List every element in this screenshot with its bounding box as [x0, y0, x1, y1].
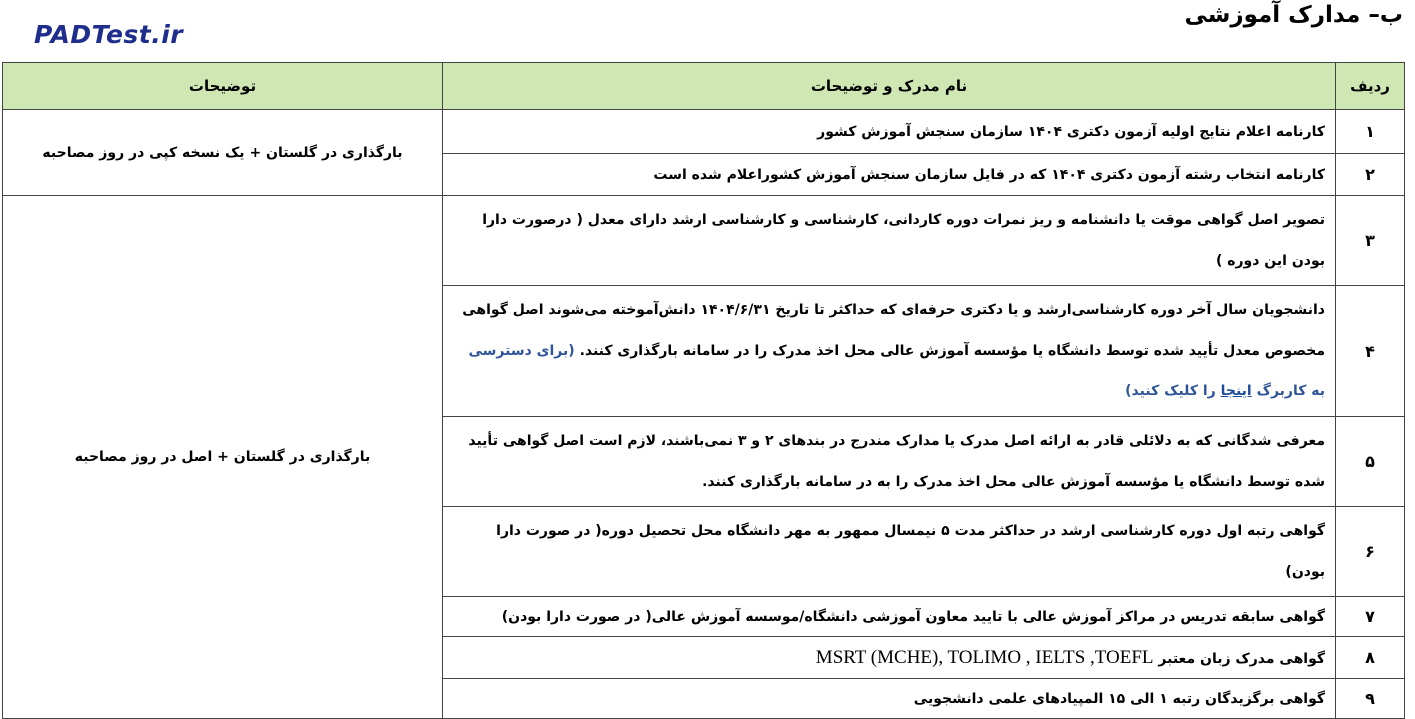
row-number: ۱ [1336, 110, 1405, 154]
document-name: معرفی شدگانی که به دلائلی قادر به ارائه اصل مدرک یا مدارک مندرج در بندهای ۲ و ۳ نمی‌باشند، لازم است اصل گواهی تأیید شده توسط دانشگاه یا مؤسسه آموزش عالی محل اخذ مدرک را به در سامانه بارگذاری کنند. [443, 416, 1336, 506]
document-name: کارنامه انتخاب رشته آزمون دکتری ۱۴۰۴ که در فایل سازمان سنجش آموزش کشوراعلام شده است [443, 154, 1336, 196]
row-number: ۹ [1336, 679, 1405, 719]
row-number: ۷ [1336, 597, 1405, 637]
document-name: کارنامه اعلام نتایج اولیه آزمون دکتری ۱۴۰۴ سازمان سنجش آموزش کشور [443, 110, 1336, 154]
document-name: گواهی سابقه تدریس در مراکز آموزش عالی با تایید معاون آموزشی دانشگاه/موسسه آموزش عالی( در صورت دارا بودن) [443, 597, 1336, 637]
document-name: گواهی برگزیدگان رتبه ۱ الی ۱۵ المپیادهای علمی دانشجویی [443, 679, 1336, 719]
document-name: تصویر اصل گواهی موقت یا دانشنامه و ریز نمرات دوره کاردانی، کارشناسی و کارشناسی ارشد دارای معدل ( درصورت دارا بودن این دوره ) [443, 196, 1336, 286]
row-number: ۵ [1336, 416, 1405, 506]
row-number: ۴ [1336, 286, 1405, 417]
form-note-after: را کلیک کنید) [1125, 383, 1221, 400]
header-description: توضیحات [3, 63, 443, 110]
documents-table [2, 62, 1405, 719]
form-link[interactable]: اینجا [1220, 383, 1252, 400]
language-certificates: MSRT (MCHE), TOLIMO , IELTS ,TOEFL [815, 646, 1154, 668]
row-number: ۸ [1336, 637, 1405, 679]
document-text: گواهی مدرک زبان معتبر [1158, 650, 1325, 667]
group-description-2: بارگذاری در گلستان + اصل در روز مصاحبه [3, 196, 443, 719]
header-row-number: ردیف [1336, 63, 1405, 110]
form-note-before: (برای دسترسی به کاربرگ [468, 342, 1325, 400]
row-number: ۶ [1336, 507, 1405, 597]
site-logo[interactable]: PADTest.ir [34, 20, 184, 49]
table-row [3, 110, 1405, 154]
document-name [443, 286, 1336, 417]
table-header-row [3, 63, 1405, 110]
header-document-name: نام مدرک و توضیحات [443, 63, 1336, 110]
row-number: ۳ [1336, 196, 1405, 286]
row-number: ۲ [1336, 154, 1405, 196]
group-description-1: بارگذاری در گلستان + یک نسخه کپی در روز مصاحبه [3, 110, 443, 196]
document-name [443, 637, 1336, 679]
document-text: دانشجویان سال آخر دوره کارشناسی‌ارشد و یا دکتری حرفه‌ای که حداکثر تا تاریخ ۱۴۰۴/۶/۳۱ دانش‌آموخته می‌شوند اصل گواهی مخصوص معدل تأیید شده توسط دانشگاه یا مؤسسه آموزش عالی محل اخذ مدرک را در سامانه بارگذاری کنند. [462, 302, 1325, 359]
section-title: ب– مدارک آموزشی [1184, 2, 1403, 28]
table-row [3, 196, 1405, 286]
document-name: گواهی رتبه اول دوره کارشناسی ارشد در حداکثر مدت ۵ نیمسال ممهور به مهر دانشگاه محل تحصیل دوره( در صورت دارا بودن) [443, 507, 1336, 597]
